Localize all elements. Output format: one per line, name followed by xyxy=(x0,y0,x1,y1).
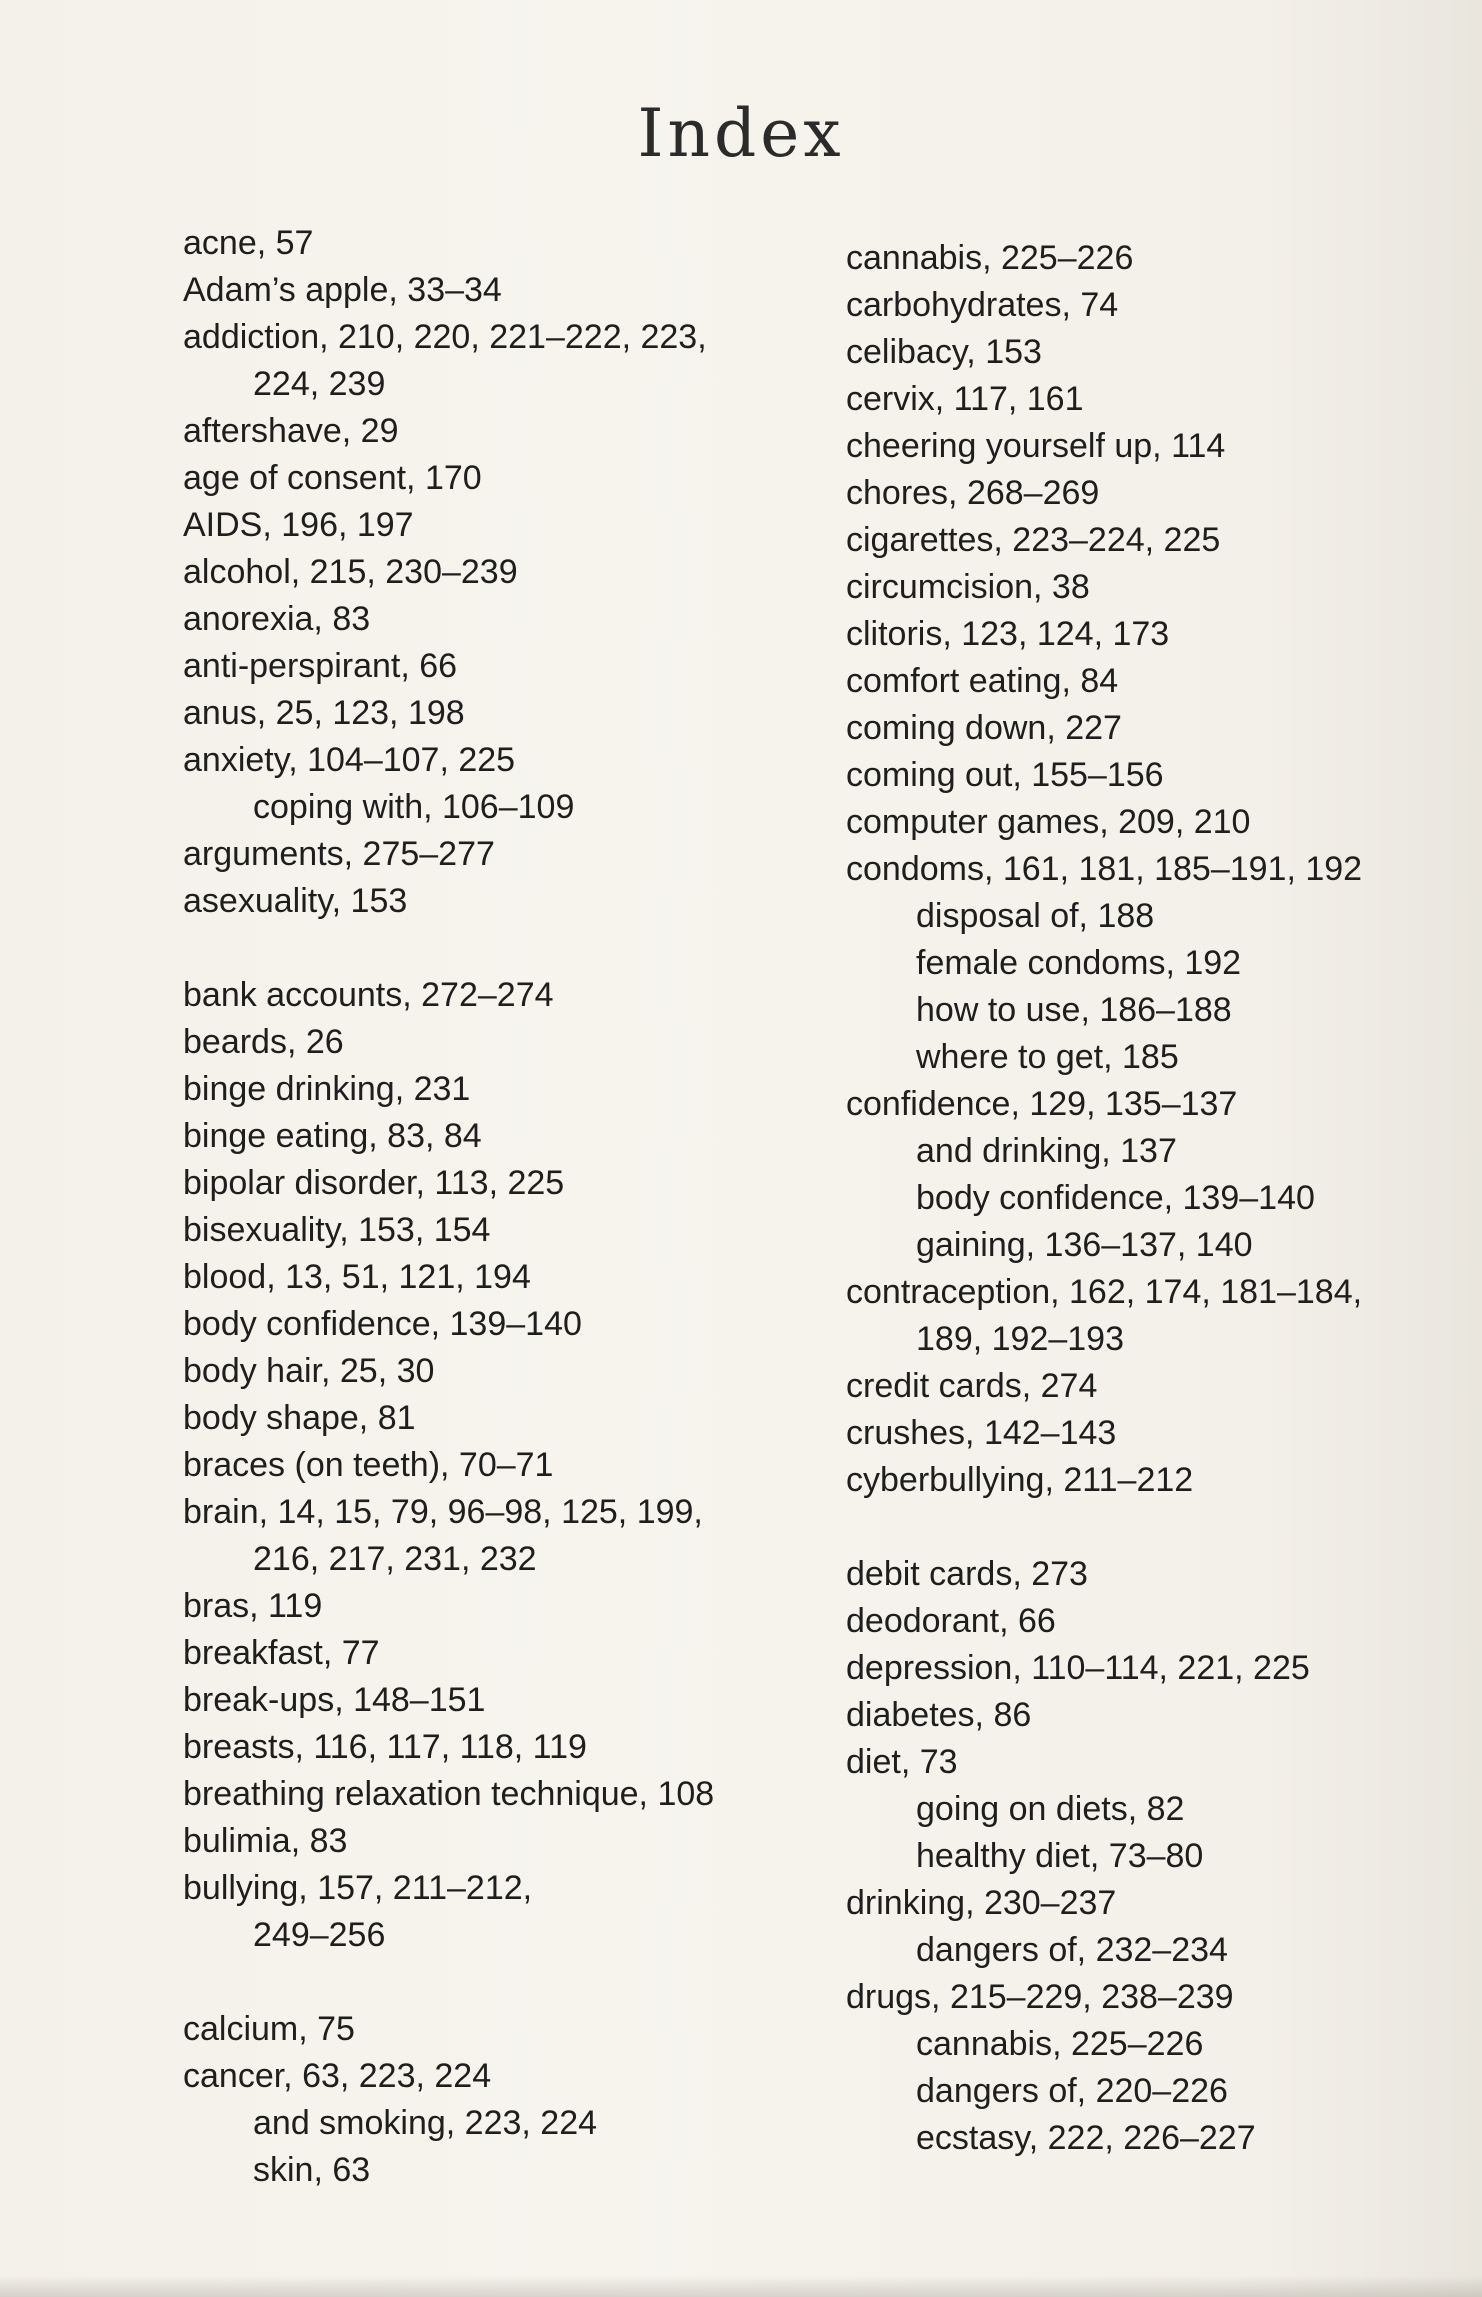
index-entry: credit cards, 274 xyxy=(846,1367,1098,1405)
index-entry: anus, 25, 123, 198 xyxy=(183,694,465,732)
index-entry: cannabis, 225–226 xyxy=(846,239,1134,277)
index-entry: bulimia, 83 xyxy=(183,1822,348,1860)
section-gap xyxy=(183,925,743,972)
index-entry-continuation: 224, 239 xyxy=(253,365,386,403)
index-subentry: coping with, 106–109 xyxy=(253,788,575,826)
index-subentry: disposal of, 188 xyxy=(916,897,1155,935)
index-subentry: dangers of, 220–226 xyxy=(916,2072,1228,2110)
index-subentry: how to use, 186–188 xyxy=(916,991,1232,1029)
index-entry: brain, 14, 15, 79, 96–98, 125, 199, xyxy=(183,1493,703,1531)
section-gap xyxy=(846,1504,1446,1551)
index-entry: break-ups, 148–151 xyxy=(183,1681,486,1719)
index-column-left xyxy=(183,220,743,2194)
index-subentry: where to get, 185 xyxy=(916,1038,1179,1076)
index-subentry: gaining, 136–137, 140 xyxy=(916,1226,1253,1264)
index-entry: alcohol, 215, 230–239 xyxy=(183,553,518,591)
section-gap xyxy=(183,1959,743,2006)
index-entry-continuation: 249–256 xyxy=(253,1916,386,1954)
index-entry: arguments, 275–277 xyxy=(183,835,495,873)
index-entry: binge drinking, 231 xyxy=(183,1070,471,1108)
index-entry: anxiety, 104–107, 225 xyxy=(183,741,516,779)
index-entry: crushes, 142–143 xyxy=(846,1414,1117,1452)
index-entry: binge eating, 83, 84 xyxy=(183,1117,482,1155)
index-entry: bras, 119 xyxy=(183,1587,323,1625)
index-entry: asexuality, 153 xyxy=(183,882,408,920)
index-subentry: cannabis, 225–226 xyxy=(916,2025,1204,2063)
index-entry: Adam’s apple, 33–34 xyxy=(183,271,502,309)
index-entry: comfort eating, 84 xyxy=(846,662,1119,700)
index-entry: blood, 13, 51, 121, 194 xyxy=(183,1258,531,1296)
index-entry: cheering yourself up, 114 xyxy=(846,427,1226,465)
index-entry: breasts, 116, 117, 118, 119 xyxy=(183,1728,587,1766)
index-entry: celibacy, 153 xyxy=(846,333,1042,371)
index-entry: deodorant, 66 xyxy=(846,1602,1056,1640)
index-entry: AIDS, 196, 197 xyxy=(183,506,414,544)
index-subentry: going on diets, 82 xyxy=(916,1790,1185,1828)
index-entry: clitoris, 123, 124, 173 xyxy=(846,615,1170,653)
index-entry: bipolar disorder, 113, 225 xyxy=(183,1164,565,1202)
index-subentry: female condoms, 192 xyxy=(916,944,1242,982)
index-entry: debit cards, 273 xyxy=(846,1555,1088,1593)
index-entry: cyberbullying, 211–212 xyxy=(846,1461,1194,1499)
index-subentry: and smoking, 223, 224 xyxy=(253,2104,598,2142)
index-entry: age of consent, 170 xyxy=(183,459,482,497)
index-entry: addiction, 210, 220, 221–222, 223, xyxy=(183,318,707,356)
index-entry: coming down, 227 xyxy=(846,709,1122,747)
index-entry: cigarettes, 223–224, 225 xyxy=(846,521,1221,559)
index-entry: drugs, 215–229, 238–239 xyxy=(846,1978,1234,2016)
index-entry: breathing relaxation technique, 108 xyxy=(183,1775,715,1813)
index-entry-continuation: 189, 192–193 xyxy=(916,1320,1124,1358)
page-title: Index xyxy=(637,95,845,172)
index-entry: diabetes, 86 xyxy=(846,1696,1032,1734)
index-entry: coming out, 155–156 xyxy=(846,756,1164,794)
index-entry: bank accounts, 272–274 xyxy=(183,976,554,1014)
index-entry: beards, 26 xyxy=(183,1023,344,1061)
index-subentry: ecstasy, 222, 226–227 xyxy=(916,2119,1256,2157)
index-entry: breakfast, 77 xyxy=(183,1634,380,1672)
index-entry: circumcision, 38 xyxy=(846,568,1090,606)
index-subentry: body confidence, 139–140 xyxy=(916,1179,1315,1217)
index-entry: chores, 268–269 xyxy=(846,474,1100,512)
index-entry: bullying, 157, 211–212, xyxy=(183,1869,533,1907)
index-entry: condoms, 161, 181, 185–191, 192 xyxy=(846,850,1363,888)
index-entry: bisexuality, 153, 154 xyxy=(183,1211,491,1249)
index-entry: diet, 73 xyxy=(846,1743,958,1781)
index-entry: braces (on teeth), 70–71 xyxy=(183,1446,554,1484)
index-entry: depression, 110–114, 221, 225 xyxy=(846,1649,1310,1687)
index-entry: cancer, 63, 223, 224 xyxy=(183,2057,492,2095)
index-entry: aftershave, 29 xyxy=(183,412,399,450)
index-entry: body confidence, 139–140 xyxy=(183,1305,582,1343)
index-entry-continuation: 216, 217, 231, 232 xyxy=(253,1540,537,1578)
index-entry: computer games, 209, 210 xyxy=(846,803,1251,841)
index-entry: anti-perspirant, 66 xyxy=(183,647,458,685)
index-subentry: dangers of, 232–234 xyxy=(916,1931,1228,1969)
index-entry: anorexia, 83 xyxy=(183,600,371,638)
index-entry: cervix, 117, 161 xyxy=(846,380,1084,418)
index-entry: body shape, 81 xyxy=(183,1399,416,1437)
index-entry: confidence, 129, 135–137 xyxy=(846,1085,1238,1123)
index-subentry: healthy diet, 73–80 xyxy=(916,1837,1204,1875)
index-entry: carbohydrates, 74 xyxy=(846,286,1119,324)
index-entry: contraception, 162, 174, 181–184, xyxy=(846,1273,1363,1311)
index-entry: acne, 57 xyxy=(183,224,314,262)
index-subentry: skin, 63 xyxy=(253,2151,371,2189)
index-entry: drinking, 230–237 xyxy=(846,1884,1117,1922)
index-subentry: and drinking, 137 xyxy=(916,1132,1177,1170)
index-column-right xyxy=(846,235,1446,2162)
index-entry: body hair, 25, 30 xyxy=(183,1352,435,1390)
index-entry: calcium, 75 xyxy=(183,2010,355,2048)
